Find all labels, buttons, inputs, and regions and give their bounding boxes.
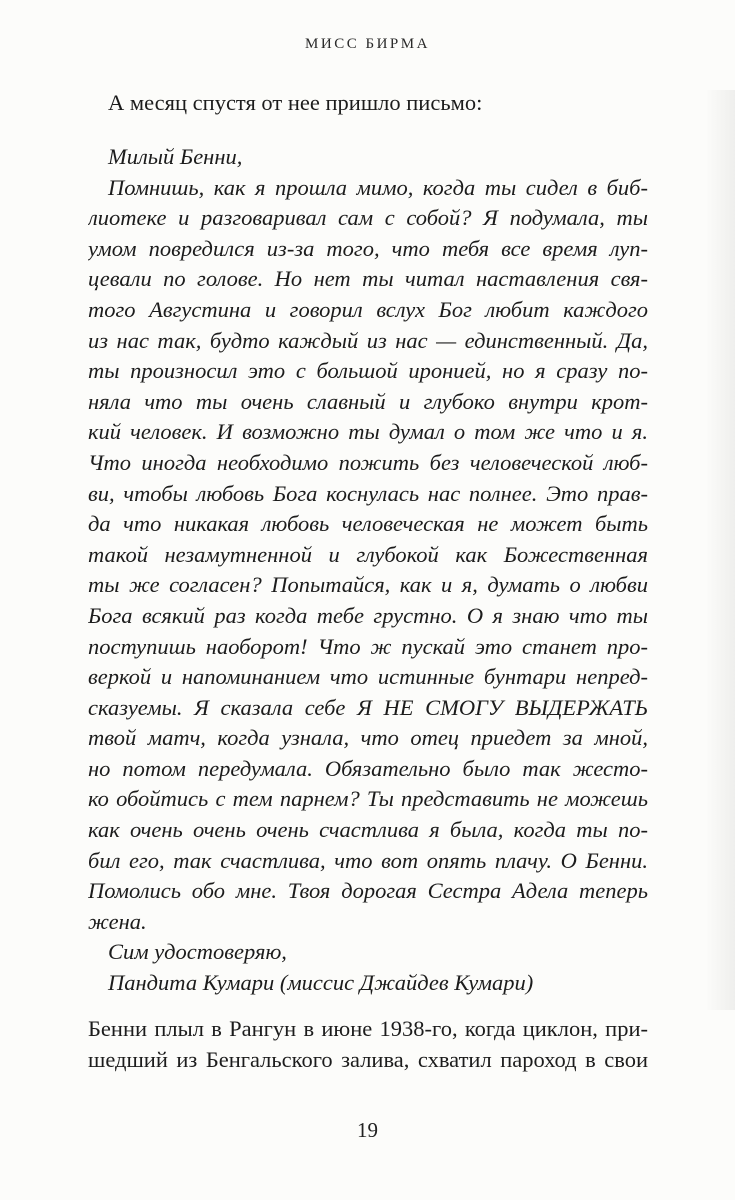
page-number: 19 — [357, 1118, 378, 1142]
letter-line: цевали по голове. Но нет ты читал наставления свя- — [88, 266, 648, 292]
letter-closing: Сим удостоверяю, — [108, 939, 287, 965]
letter-line: веркой и напоминанием что истинные бунтари непред- — [88, 664, 648, 690]
letter-line: Что иногда необходимо пожить без человеческой люб- — [88, 449, 648, 475]
narrative-line: Бенни плыл в Рангун в июне 1938-го, когда циклон, при- — [88, 1016, 648, 1041]
letter-line: ты произносил это с большой иронией, но я сразу по- — [88, 358, 648, 384]
narrative-paragraph — [88, 1014, 648, 1075]
letter-line: лиотеке и разговаривал сам с собой? Я подумала, ты — [88, 205, 648, 231]
letter-line: но потом передумала. Обязательно было так жесто- — [88, 755, 648, 781]
letter-line: ко обойтись с тем парнем? Ты представить не можешь — [88, 786, 648, 812]
letter-line: того Августина и говорил вслух Бог любит каждого — [88, 296, 648, 322]
letter-line: ви, чтобы любовь Бога коснулась нас полнее. Это прав- — [88, 480, 648, 506]
letter-line: сказуемы. Я сказала себе Я НЕ СМОГУ ВЫДЕРЖАТЬ — [88, 694, 648, 720]
letter-greeting: Милый Бенни, — [108, 144, 243, 169]
letter-line: поступишь наоборот! Что ж пускай это станет про- — [88, 633, 648, 659]
letter-line: из нас так, будто каждый из нас — единственный. Да, — [88, 327, 648, 353]
letter-line: няла что ты очень славный и глубоко внутри крот- — [88, 388, 648, 414]
letter-signature: Пандита Кумари (миссис Джайдев Кумари) — [108, 970, 534, 996]
running-head: МИСС БИРМА — [305, 36, 430, 52]
letter-line: ты же согласен? Попытайся, как и я, думать о любви — [88, 572, 648, 598]
letter-line: кий человек. И возможно ты думал о том же что и я. — [88, 419, 648, 445]
letter-line: умом повредился из-за того, что тебя все время луп- — [88, 235, 648, 261]
letter-line: да что никакая любовь человеческая не может быть — [88, 511, 648, 537]
intro-paragraph — [88, 88, 648, 119]
letter — [88, 142, 648, 999]
letter-line: такой незамутненной и глубокой как Божественная — [88, 541, 648, 567]
letter-line: твой матч, когда узнала, что отец приедет за мной, — [88, 725, 648, 751]
letter-line: Бога всякий раз когда тебе грустно. О я знаю что ты — [88, 602, 648, 628]
letter-line: Помолись обо мне. Твоя дорогая Сестра Адела теперь — [88, 878, 648, 904]
letter-line: как очень очень очень счастлива я была, когда ты по- — [88, 817, 648, 843]
letter-last-line: жена. — [88, 908, 147, 934]
letter-line: Помнишь, как я прошла мимо, когда ты сидел в биб- — [108, 174, 648, 200]
paper-bleed-through — [705, 90, 735, 1010]
narrative-line: шедший из Бенгальского залива, схватил пароход в свои — [88, 1046, 648, 1072]
intro-line: А месяц спустя от нее пришло письмо: — [108, 90, 483, 115]
letter-line: бил его, так счастлива, что вот опять плачу. О Бенни. — [88, 847, 648, 873]
